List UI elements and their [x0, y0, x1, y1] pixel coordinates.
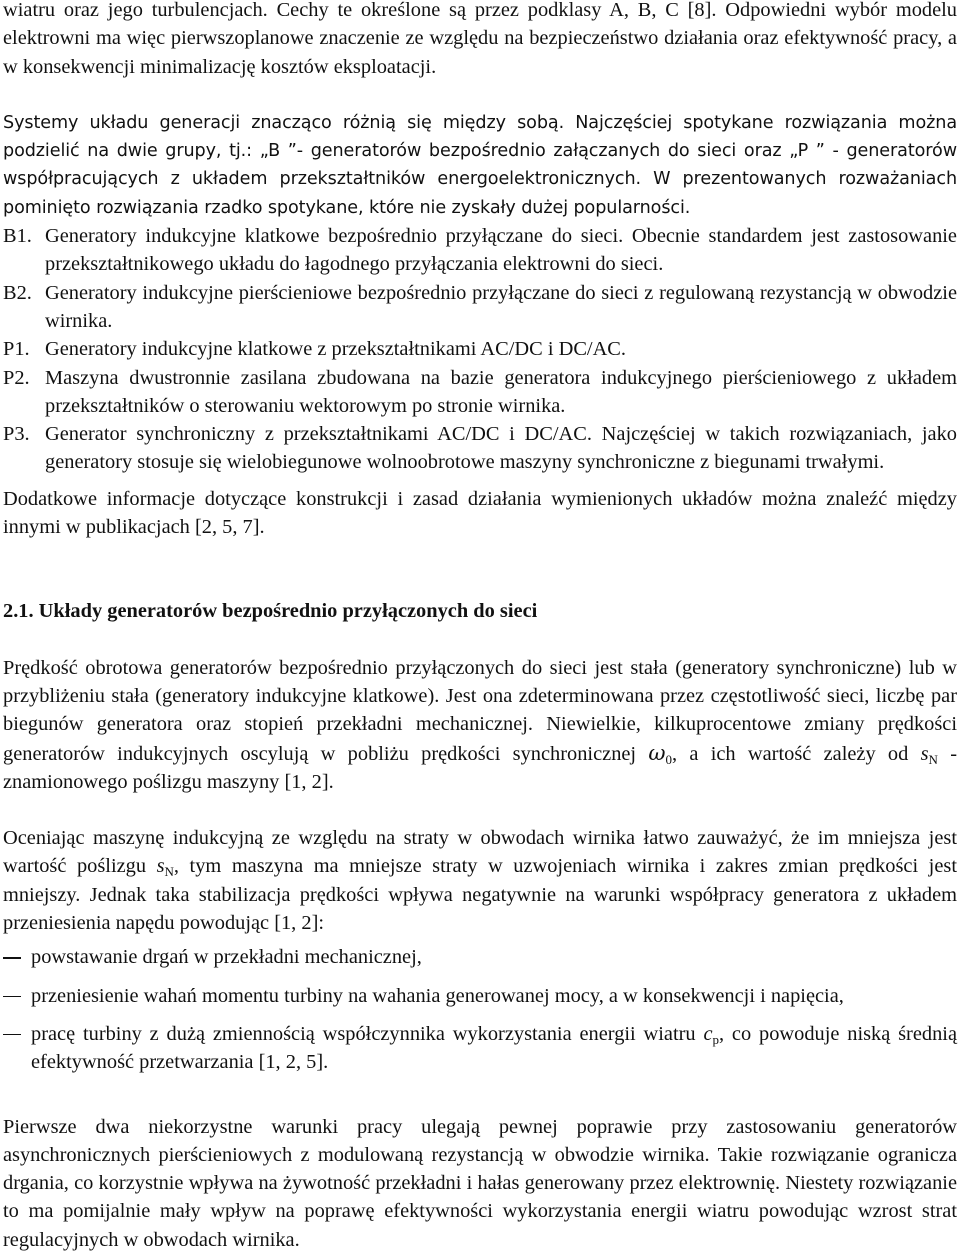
systems-groups-text: „B ”- generatorów bezpośrednio załączanych do sieci oraz „P ” - generatorów współpracujących z układem przekształtników energoelektronicznych. W prezentowanych rozważaniach pominięto rozwiązania rzadko spotykane, które nie zyskały dużej popularności. — [3, 141, 957, 218]
item-text: Maszyna dwustronnie zasilana zbudowana na bazie generatora indukcyjnego pierścieniowego z układem przekształtników o sterowaniu wektorowym po stronie wirnika. — [45, 366, 957, 417]
slip-symbol: s — [156, 855, 165, 878]
cp-symbol: c — [703, 1022, 713, 1045]
dash-bullet — [3, 982, 31, 1010]
paragraph-systems — [3, 109, 957, 222]
item-label: P2. — [3, 366, 30, 389]
slip-subscript: N — [928, 751, 938, 767]
section-heading: 2.1. Układy generatorów bezpośrednio przyłączonych do sieci — [3, 600, 538, 623]
omega-subscript: 0 — [665, 751, 673, 767]
losses-text-b: , tym maszyna ma mniejsze straty w uzwojeniach wirnika i zakres zmian prędkości jest mniejszy. Jednak taka stabilizacja prędkości wpływa negatywnie na warunki współpracy generatora z układem przeniesienia napędu powodując [1, 2]: — [3, 855, 957, 935]
cp-subscript: p — [712, 1031, 720, 1047]
dash-text — [31, 1020, 957, 1077]
list-item-p2 — [3, 364, 957, 421]
list-item-p1 — [3, 335, 957, 363]
item-label: P1. — [3, 338, 30, 361]
paragraph-intro-end: wiatru oraz jego turbulencjach. Cechy te określone są przez podklasy A, B, C [8]. Odpowiedni wybór modelu elektrowni ma więc pierwszoplanowe znaczenie ze względu na bezpieczeństwo działania oraz efektywność pracy, a w konsekwencji minimalizację kosztów eksploatacji. — [3, 0, 957, 78]
list-item-b2 — [3, 279, 957, 336]
slip-symbol: s — [920, 742, 929, 765]
systems-lead-text: Systemy układu generacji znacząco różnią się między sobą. Najczęściej spotykane rozwiązania można podzielić na dwie grupy, tj.: — [3, 112, 957, 162]
item-text: Generatory indukcyjne pierścieniowe bezpośrednio przyłączane do sieci z regulowaną rezystancją w obwodzie wirnika. — [45, 281, 957, 332]
item-text: Generator synchroniczny z przekształtnikami AC/DC i DC/AC. Najczęściej w takich rozwiązaniach, jako generatory stosuje się wielobiegunowe wolnoobrotowe maszyny synchroniczne z biegunami trwałymi. — [45, 423, 957, 474]
efficiency-text-b: , co powoduje niską średnią efektywność przetwarzania [1, 2, 5]. — [31, 1022, 957, 1074]
item-label: B2. — [3, 281, 32, 304]
paragraph-rotational-speed — [3, 654, 957, 796]
paragraph-final: Pierwsze dwa niekorzystne warunki pracy ulegają pewnej poprawie przy zastosowaniu generatorów asynchronicznych pierścieniowych z modulowaną rezystancją w obwodzie wirnika. Takie rozwiązanie ogranicza drgania, co korzystnie wpływa na żywotność przekładni i hałas generowany przez elektrownię. Niestety rozwiązanie to ma pomijalnie mały wpływ na poprawę efektywności wykorzystania energii wiatru powodując wzrost strat regulacyjnych w obwodach wirnika. — [3, 1115, 957, 1251]
losses-text-a: Oceniając maszynę indukcyjną ze względu na straty w obwodach wirnika łatwo zauważyć, że im mniejsza jest wartość poślizgu — [3, 827, 957, 878]
document-page — [3, 0, 957, 1254]
paragraph-rotor-losses — [3, 824, 957, 937]
dash-bullet — [3, 943, 31, 971]
speed-text-c: - znamionowego poślizgu maszyny [1, 2]. — [3, 742, 958, 793]
dash-text: powstawanie drgań w przekładni mechanicznej, — [31, 946, 422, 969]
item-text: Generatory indukcyjne klatkowe bezpośrednio przyłączane do sieci. Obecnie standardem jest zastosowanie przekształtnikowego układu do łagodnego przyłączania elektrowni do sieci. — [45, 225, 957, 276]
dash-item-vibrations — [3, 943, 957, 971]
omega-symbol: ω — [648, 740, 666, 765]
dash-item-torque — [3, 982, 957, 1010]
paragraph-additional-info: Dodatkowe informacje dotyczące konstrukcji i zasad działania wymienionych układów można znaleźć między innymi w publikacjach [2, 5, 7]. — [3, 487, 957, 539]
dash-bullet — [3, 1020, 31, 1077]
speed-text-b: , a ich wartość zależy od — [672, 742, 921, 765]
item-text: Generatory indukcyjne klatkowe z przekształtnikami AC/DC i DC/AC. — [45, 338, 627, 361]
item-label: B1. — [3, 225, 32, 248]
dash-text: przeniesienie wahań momentu turbiny na wahania generowanej mocy, a w konsekwencji i napięcia, — [31, 984, 844, 1007]
list-item-b1 — [3, 222, 957, 279]
item-label: P3. — [3, 423, 30, 446]
dash-item-efficiency — [3, 1020, 957, 1077]
slip-subscript: N — [164, 864, 174, 880]
speed-text-a: Prędkość obrotowa generatorów bezpośrednio przyłączonych do sieci jest stała (generatory synchroniczne) lub w przybliżeniu stała (generatory indukcyjne klatkowe). Jest ona zdeterminowana przez częstotliwość sieci, liczbę par biegunów generatora oraz stopień przekładni mechanicznej. Niewielkie, kilkuprocentowe zmiany prędkości generatorów indukcyjnych oscylują w pobliżu prędkości synchronicznej — [3, 656, 957, 765]
list-item-p3 — [3, 420, 957, 477]
efficiency-text-a: pracę turbiny z dużą zmiennością współczynnika wykorzystania energii wiatru — [31, 1022, 704, 1045]
